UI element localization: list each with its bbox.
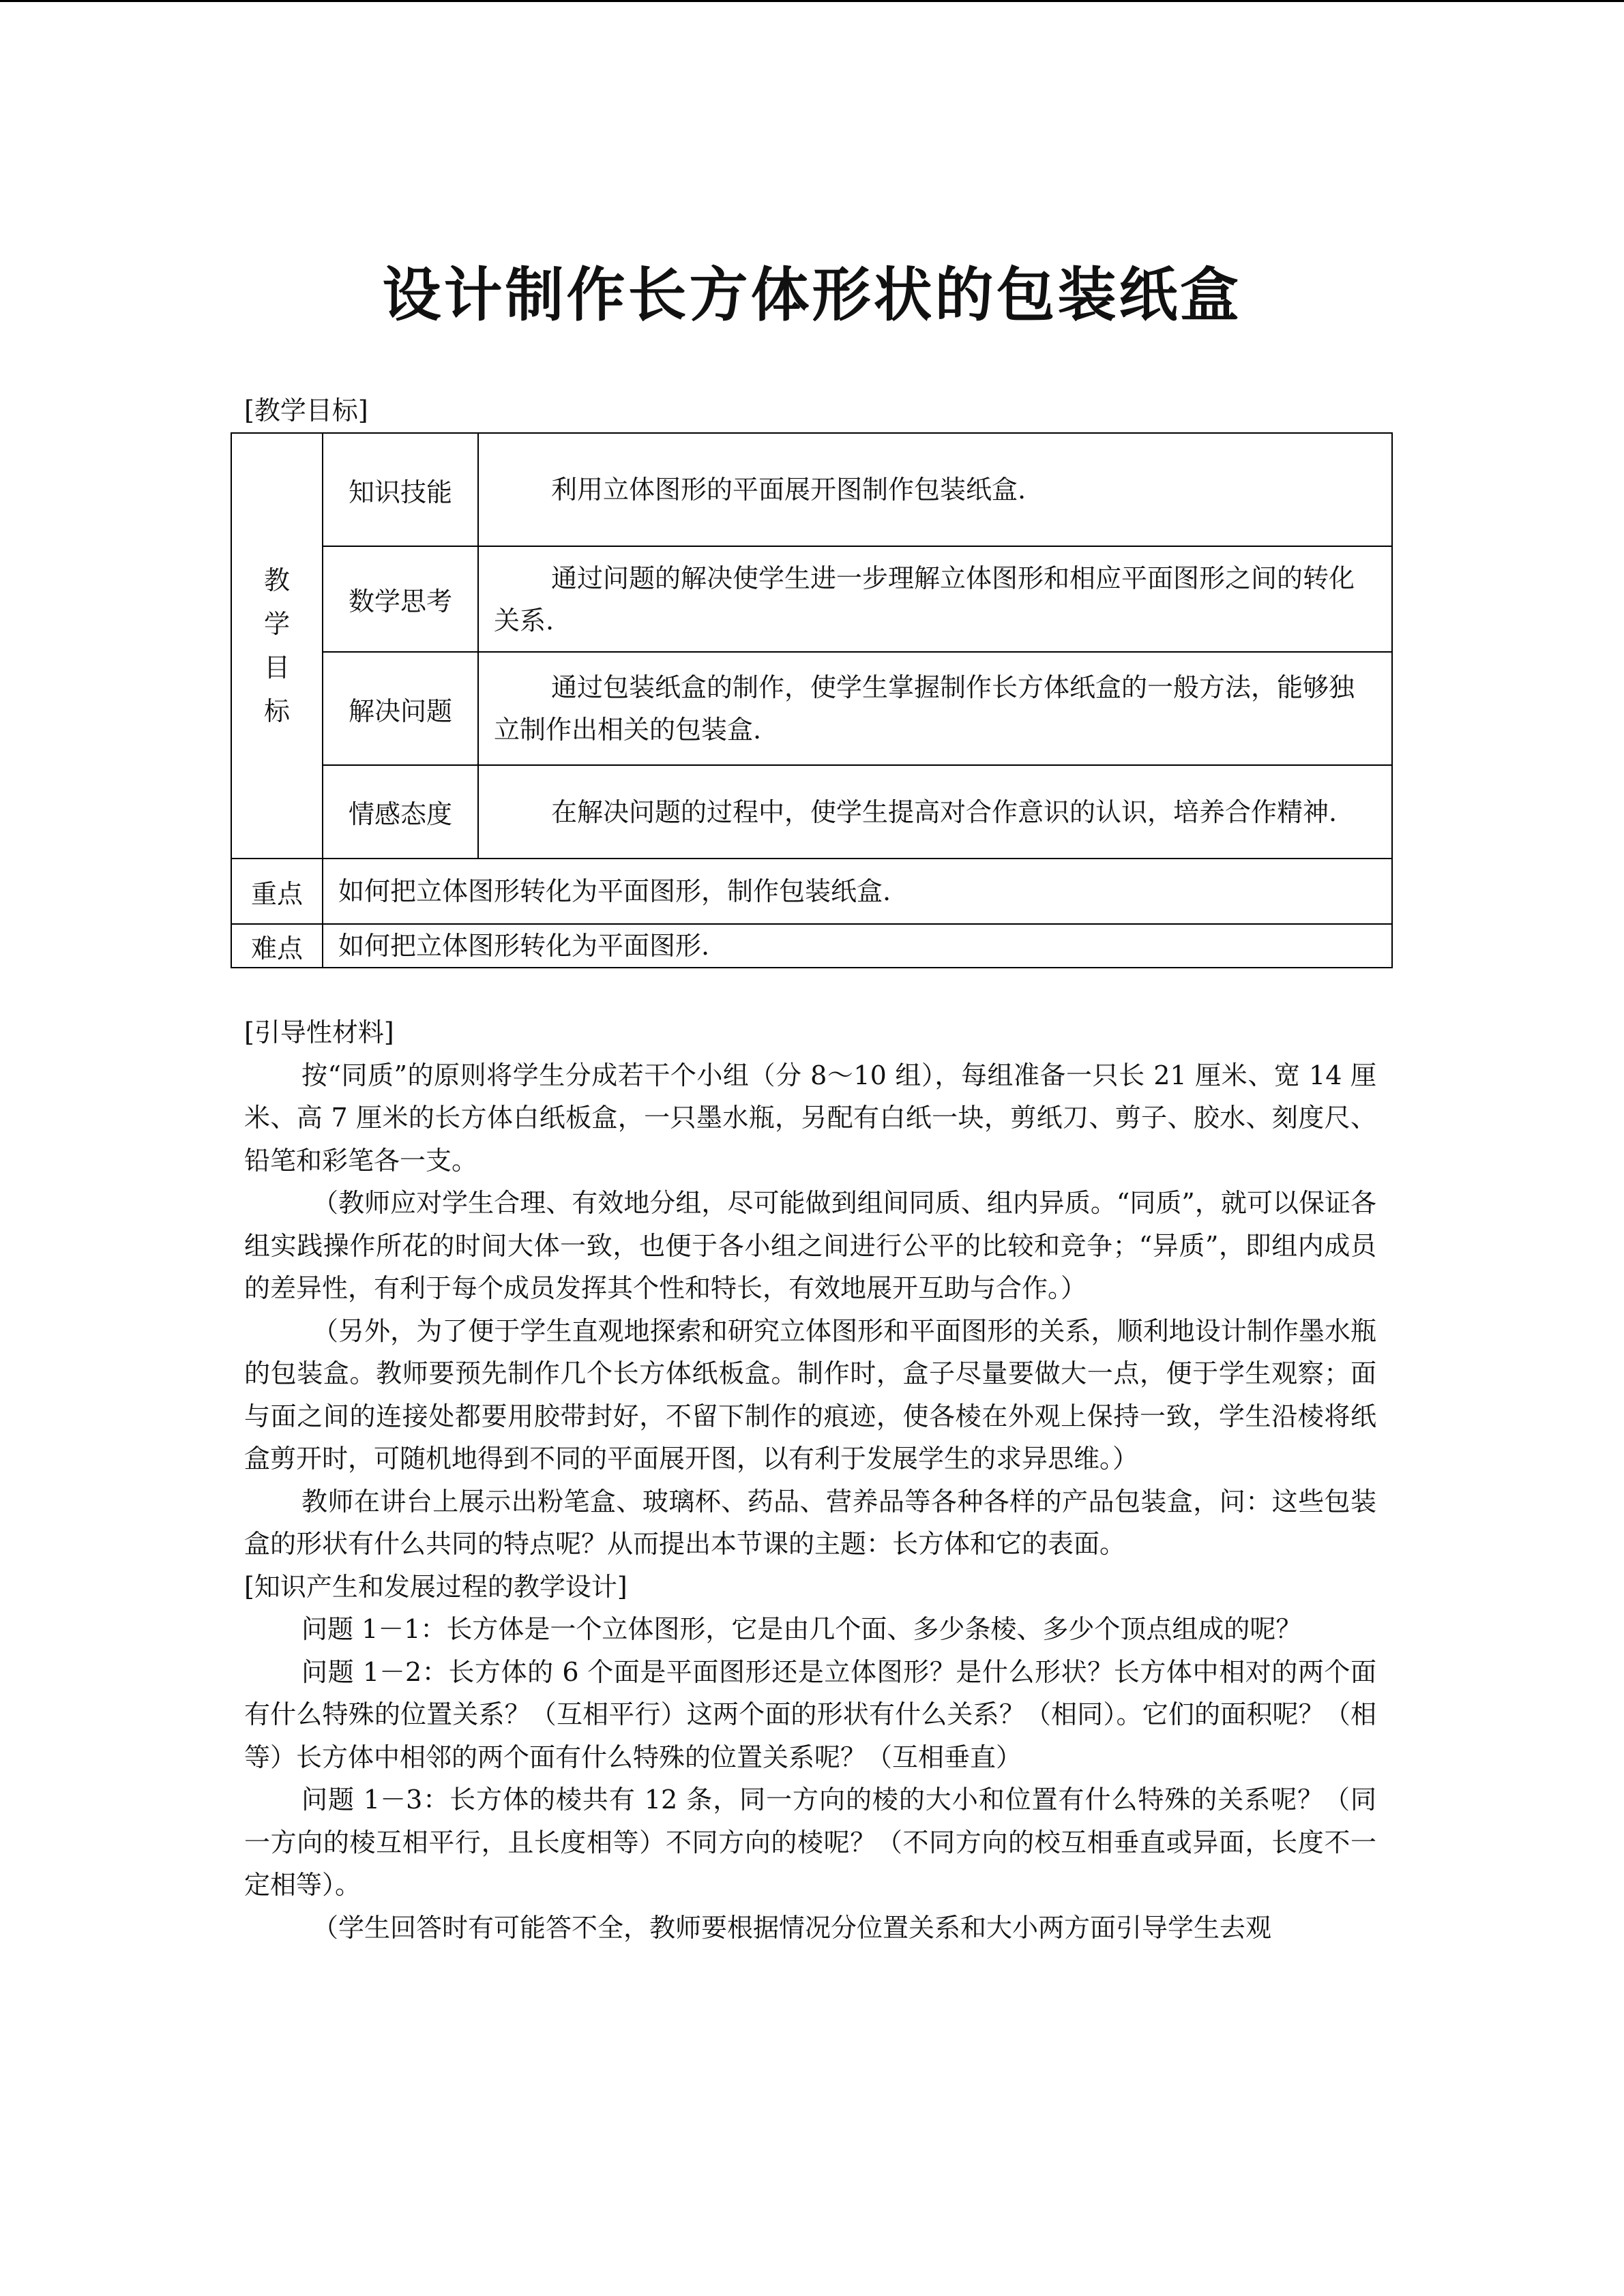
body-text	[244, 1011, 1376, 1949]
key-point-label: 重点	[231, 859, 323, 924]
side-header-char: 目	[263, 653, 290, 683]
paragraph: 按“同质”的原则将学生分成若干个小组（分 8～10 组），每组准备一只长 21 厘米、宽 14 厘米、高 7 厘米的长方体白纸板盒，一只墨水瓶，另配有白纸一块，剪纸刀、剪子、胶水、刻度尺、铅笔和彩笔各一支。	[244, 1060, 1376, 1176]
top-rule	[0, 0, 1624, 2]
section-goals-label: [教学目标]	[244, 396, 368, 426]
paragraph: 问题 1－2：长方体的 6 个面是平面图形还是立体图形？是什么形状？长方体中相对的两个面有什么特殊的位置关系？（互相平行）这两个面的形状有什么关系？（相同）。它们的面积呢？（相等）长方体中相邻的两个面有什么特殊的位置关系呢？（互相垂直）	[244, 1656, 1376, 1772]
goals-table	[231, 432, 1393, 968]
goal-text: 在解决问题的过程中，使学生提高对合作意识的认识，培养合作精神.	[478, 765, 1392, 859]
section-label: [引导性材料]	[244, 1017, 394, 1047]
goal-label: 情感态度	[323, 765, 478, 859]
key-point-row	[231, 859, 1392, 924]
goal-text: 利用立体图形的平面展开图制作包装纸盒.	[478, 433, 1392, 546]
difficulty-label: 难点	[231, 924, 323, 968]
goal-label: 数学思考	[323, 546, 478, 652]
goal-row	[231, 546, 1392, 652]
goal-label: 解决问题	[323, 652, 478, 765]
goal-row	[231, 652, 1392, 765]
goal-label: 知识技能	[323, 433, 478, 546]
side-header-char: 教	[263, 565, 290, 595]
side-header-char: 标	[263, 696, 290, 726]
paragraph: （另外，为了便于学生直观地探索和研究立体图形和平面图形的关系，顺利地设计制作墨水瓶的包装盒。教师要预先制作几个长方体纸板盒。制作时，盒子尽量要做大一点，便于学生观察；面与面之间的连接处都要用胶带封好，不留下制作的痕迹，使各棱在外观上保持一致，学生沿棱将纸盒剪开时，可随机地得到不同的平面展开图，以有利于发展学生的求异思维。）	[244, 1315, 1376, 1474]
side-header-char: 学	[263, 609, 290, 639]
section-label: [知识产生和发展过程的教学设计]	[244, 1571, 628, 1602]
paragraph: （学生回答时有可能答不全，教师要根据情况分位置关系和大小两方面引导学生去观	[312, 1912, 1272, 1943]
page-title: 设计制作长方体形状的包装纸盒	[382, 261, 1242, 329]
goal-row	[231, 765, 1392, 859]
goal-text: 通过问题的解决使学生进一步理解立体图形和相应平面图形之间的转化关系.	[478, 546, 1392, 652]
difficulty-text: 如何把立体图形转化为平面图形.	[323, 924, 1392, 968]
paragraph: （教师应对学生合理、有效地分组，尽可能做到组间同质、组内异质。“同质”，就可以保证各组实践操作所花的时间大体一致，也便于各小组之间进行公平的比较和竞争；“异质”，即组内成员的差异性，有利于每个成员发挥其个性和特长，有效地展开互助与合作。）	[244, 1188, 1376, 1303]
key-point-text: 如何把立体图形转化为平面图形，制作包装纸盒.	[323, 859, 1392, 924]
paragraph: 问题 1－3：长方体的棱共有 12 条，同一方向的棱的大小和位置有什么特殊的关系呢？（同一方向的棱互相平行，且长度相等）不同方向的棱呢？（不同方向的校互相垂直或异面，长度不一定相等）。	[244, 1785, 1376, 1900]
paragraph: 教师在讲台上展示出粉笔盒、玻璃杯、药品、营养品等各种各样的产品包装盒，问：这些包装盒的形状有什么共同的特点呢？从而提出本节课的主题：长方体和它的表面。	[244, 1486, 1376, 1559]
goals-side-header	[231, 433, 323, 859]
difficulty-row	[231, 924, 1392, 968]
goal-text: 通过包装纸盒的制作，使学生掌握制作长方体纸盒的一般方法，能够独立制作出相关的包装盒.	[478, 652, 1392, 765]
paragraph: 问题 1－1：长方体是一个立体图形，它是由几个面、多少条棱、多少个顶点组成的呢？	[301, 1614, 1302, 1644]
goal-row	[231, 433, 1392, 546]
